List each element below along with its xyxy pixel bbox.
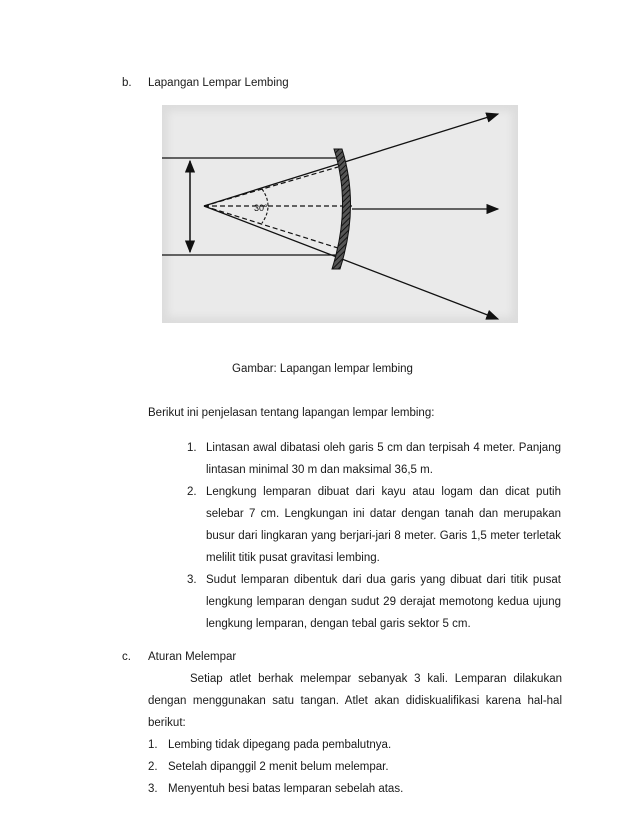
list-item-line: lintasan minimal 30 m dan maksimal 36,5 m.	[206, 464, 433, 476]
list-item-line: lengkung lemparan, dengan tebal garis sektor 5 cm.	[206, 618, 471, 630]
list-item-number: 1.	[187, 442, 197, 454]
javelin-field-diagram	[162, 105, 518, 323]
list-item-text: Menyentuh besi batas lemparan sebelah atas.	[168, 783, 404, 795]
list-item-line: Lengkung lemparan dibuat dari kayu atau logam dan dicat putih	[206, 486, 561, 498]
section-c-title: Aturan Melempar	[148, 651, 237, 663]
paragraph-line: dengan menggunakan satu tangan. Atlet akan didiskualifikasi karena hal-hal	[148, 695, 562, 707]
figure-background-inner	[168, 111, 512, 317]
list-item-line: lengkung lemparan dengan sudut 29 derajat memotong kedua ujung	[206, 596, 561, 608]
list-item-number: 2.	[148, 761, 158, 773]
section-b-title: Lapangan Lempar Lembing	[148, 77, 289, 89]
paragraph-line: berikut:	[148, 717, 186, 729]
section-b-intro: Berikut ini penjelasan tentang lapangan lempar lembing:	[148, 407, 435, 419]
list-item-text: Setelah dipanggil 2 menit belum melempar.	[168, 761, 389, 773]
list-item-number: 3.	[187, 574, 197, 586]
javelin-field-figure	[162, 105, 518, 323]
section-c-marker: c.	[122, 651, 131, 663]
list-item-line: Sudut lemparan dibentuk dari dua garis yang dibuat dari titik pusat	[206, 574, 561, 586]
list-item-line: busur dari lingkaran yang berjari-jari 8 meter. Garis 1,5 meter terletak	[206, 530, 561, 542]
list-item-number: 2.	[187, 486, 197, 498]
list-item-number: 3.	[148, 783, 158, 795]
paragraph-line: Setiap atlet berhak melempar sebanyak 3 kali. Lemparan dilakukan	[190, 673, 562, 685]
list-item-number: 1.	[148, 739, 158, 751]
list-item-line: selebar 7 cm. Lengkungan ini datar dengan tanah dan merupakan	[206, 508, 561, 520]
angle-label: 30°	[254, 203, 268, 213]
list-item-text: Lembing tidak dipegang pada pembalutnya.	[168, 739, 392, 751]
list-item-line: Lintasan awal dibatasi oleh garis 5 cm dan terpisah 4 meter. Panjang	[206, 442, 561, 454]
figure-caption: Gambar: Lapangan lempar lembing	[232, 363, 413, 375]
list-item-line: melilit titik pusat gravitasi lembing.	[206, 552, 380, 564]
section-b-marker: b.	[122, 77, 132, 89]
